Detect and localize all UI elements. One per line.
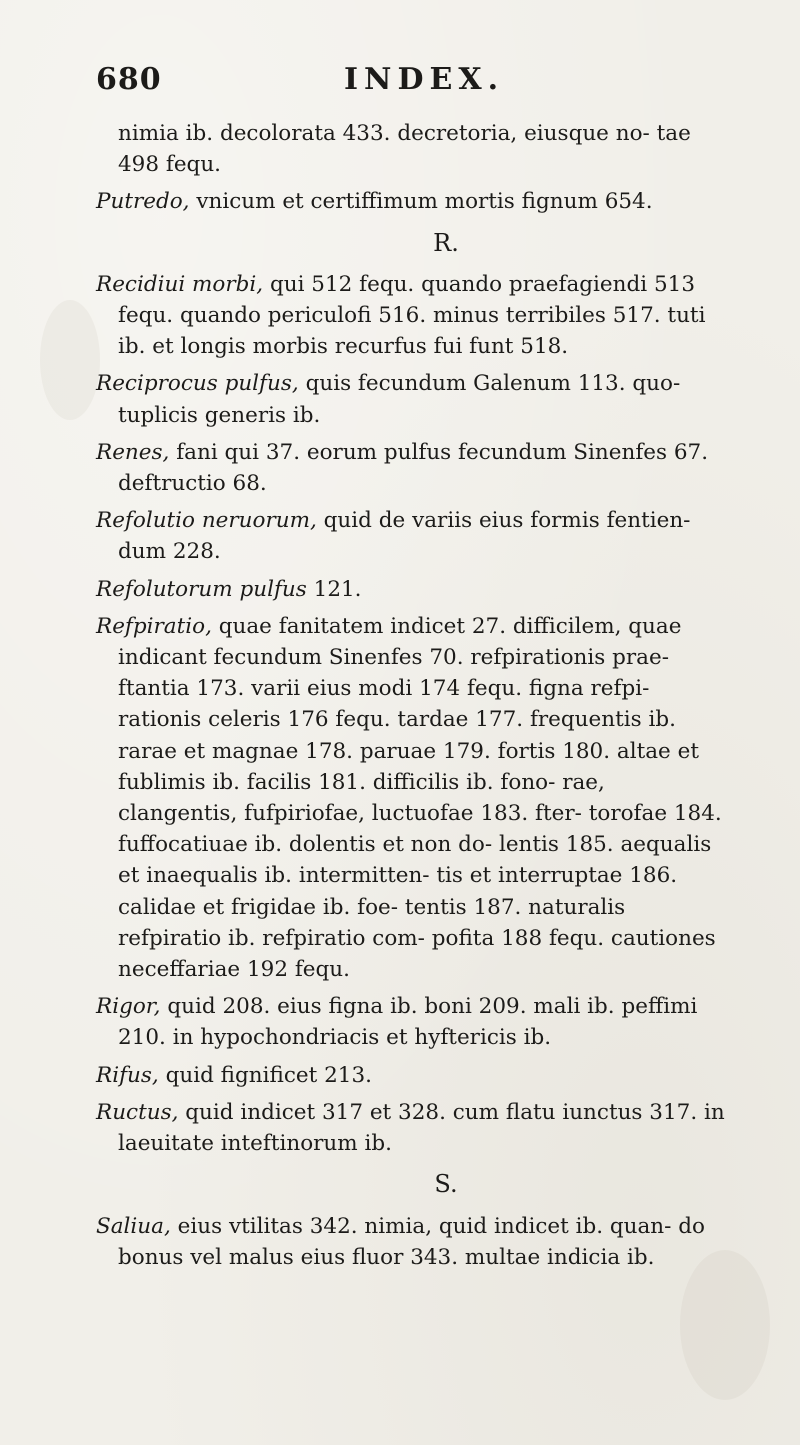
entry-text: 121. xyxy=(313,576,362,602)
index-entry xyxy=(96,269,726,363)
entry-lemma: Refpiratio, xyxy=(96,613,212,639)
entry-lemma: Reciprocus pulfus, xyxy=(96,371,299,397)
entry-text: quid de variis eius formis fentien- dum 228. xyxy=(118,508,691,565)
entry-lemma: Ructus, xyxy=(96,1099,179,1125)
index-entry xyxy=(96,186,726,217)
entry-lemma: Saliua, xyxy=(96,1213,171,1239)
index-content xyxy=(96,118,726,1279)
index-entry xyxy=(96,505,726,567)
section-letter-s: S. xyxy=(434,1170,458,1199)
page-header xyxy=(96,62,716,114)
entry-lemma: Rigor, xyxy=(96,994,161,1020)
index-entry xyxy=(96,368,726,430)
entry-lemma: Recidiui morbi, xyxy=(96,271,264,297)
entry-text: fani qui 37. eorum pulfus fecundum Sinenfes 67. deftructio 68. xyxy=(118,439,709,497)
page-number: 680 xyxy=(96,62,162,97)
entry-text: quid fignificet 213. xyxy=(165,1062,372,1088)
section-letter-r: R. xyxy=(433,228,459,257)
entry-text: quis fecundum Galenum 113. quo- tuplicis generis ib. xyxy=(118,371,681,428)
entry-lemma: Rifus, xyxy=(96,1062,159,1088)
entry-text: quid indicet 317 et 328. cum flatu iunctus 317. in laeuitate inteftinorum ib. xyxy=(118,1099,725,1157)
running-title: INDEX. xyxy=(344,62,505,97)
index-entry xyxy=(96,991,726,1053)
index-entry xyxy=(96,1060,726,1091)
entry-lemma: Refolutio neruorum, xyxy=(96,508,317,534)
index-entry xyxy=(96,574,726,605)
entry-text: quae fanitatem indicet 27. difficilem, quae indicant fecundum Sinenfes 70. refpirationis prae- ftantia 173. varii eius modi 174 fequ. figna refpi- rationis celeris 176 fequ. tardae 177. frequentis ib. rarae et magnae 178. paruae 179. fortis 180. altae et fublimis ib. facilis 181. difficilis ib. fono- rae, clangentis, fufpiriofae, luctuofae 183. fter- torofae 184. fuffocatiuae ib. dolentis et non do- lentis 185. aequalis et inaequalis ib. intermitten- tis et interruptae 186. calidae et frigidae ib. foe- tentis 187. naturalis refpiratio ib. refpiratio com- pofita 188 fequ. cautiones neceffariae 192 fequ. xyxy=(118,613,722,983)
entry-text: vnicum et certiffimum mortis fignum 654. xyxy=(196,189,653,215)
entry-text: quid 208. eius figna ib. boni 209. mali ib. peffimi 210. in hypochondriacis et hyftericis ib. xyxy=(118,994,698,1051)
index-entry xyxy=(96,437,726,499)
entry-lemma: Refolutorum pulfus xyxy=(96,576,307,602)
entry-text: eius vtilitas 342. nimia, quid indicet ib. quan- do bonus vel malus eius fluor 343. multae indicia ib. xyxy=(118,1213,705,1270)
paper-stain xyxy=(40,300,100,420)
index-entry xyxy=(96,1097,726,1159)
index-entry xyxy=(96,611,726,985)
index-entry xyxy=(96,1211,726,1273)
entry-text: qui 512 fequ. quando praefagiendi 513 fequ. quando periculofi 516. minus terribiles 517. tuti ib. et longis morbis recurfus fui funt 518. xyxy=(118,271,706,360)
index-entry-continuation xyxy=(96,118,726,180)
entry-lemma: Putredo, xyxy=(96,189,190,215)
entry-text: nimia ib. decolorata 433. decretoria, eiusque no- tae 498 fequ. xyxy=(118,121,691,178)
entry-lemma: Renes, xyxy=(96,439,170,465)
